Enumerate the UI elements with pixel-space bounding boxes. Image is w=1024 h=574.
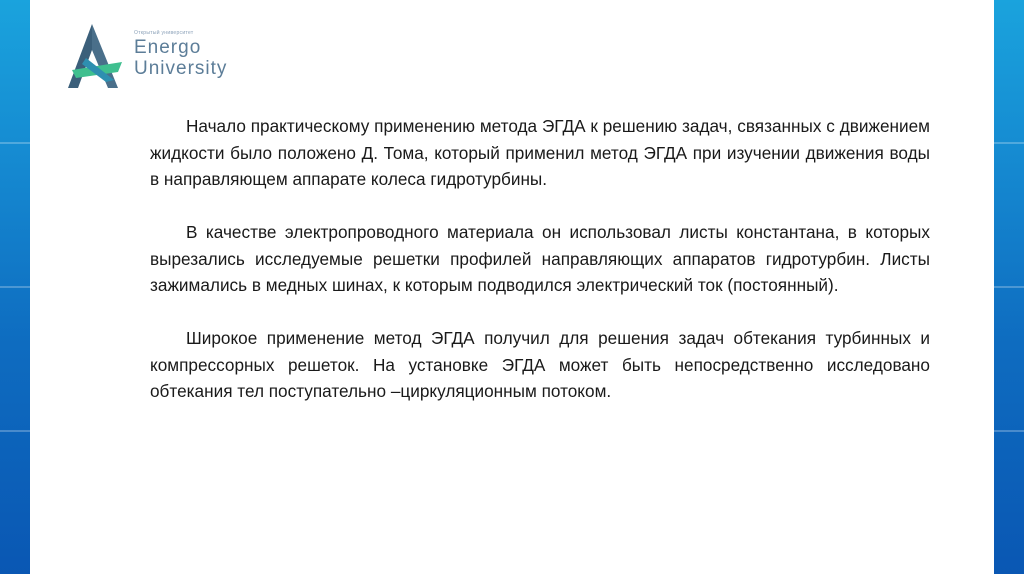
paragraph-1: Начало практическому применению метода ЭГДА к решению задач, связанных с движением жидкости было положено Д. Тома, который применил метод ЭГДА при изучении движения воды в направляющем аппарате колеса гидротурбины. (150, 116, 930, 189)
logo-subtitle: Открытый университет (134, 30, 194, 36)
paragraph-3: Широкое применение метод ЭГДА получил для решения задач обтекания турбинных и компрессорных решеток. На установке ЭГДА может быть непосредственно исследовано обтекания тел поступательно –циркуляционным потоком. (150, 328, 930, 401)
slide-body-text (150, 113, 930, 405)
right-side-bar (994, 0, 1024, 574)
logo-mark-icon (62, 22, 128, 92)
left-side-bar (0, 0, 30, 574)
energo-university-logo (62, 22, 262, 92)
logo-word-energo: Energo (134, 37, 202, 58)
paragraph-2: В качестве электропроводного материала он использовал листы константана, в которых вырезались исследуемые решетки профилей направляющих аппаратов гидротурбин. Листы зажимались в медных шинах, к которым подводился электрический ток (постоянный). (150, 222, 930, 295)
logo-word-university: University (134, 58, 228, 79)
